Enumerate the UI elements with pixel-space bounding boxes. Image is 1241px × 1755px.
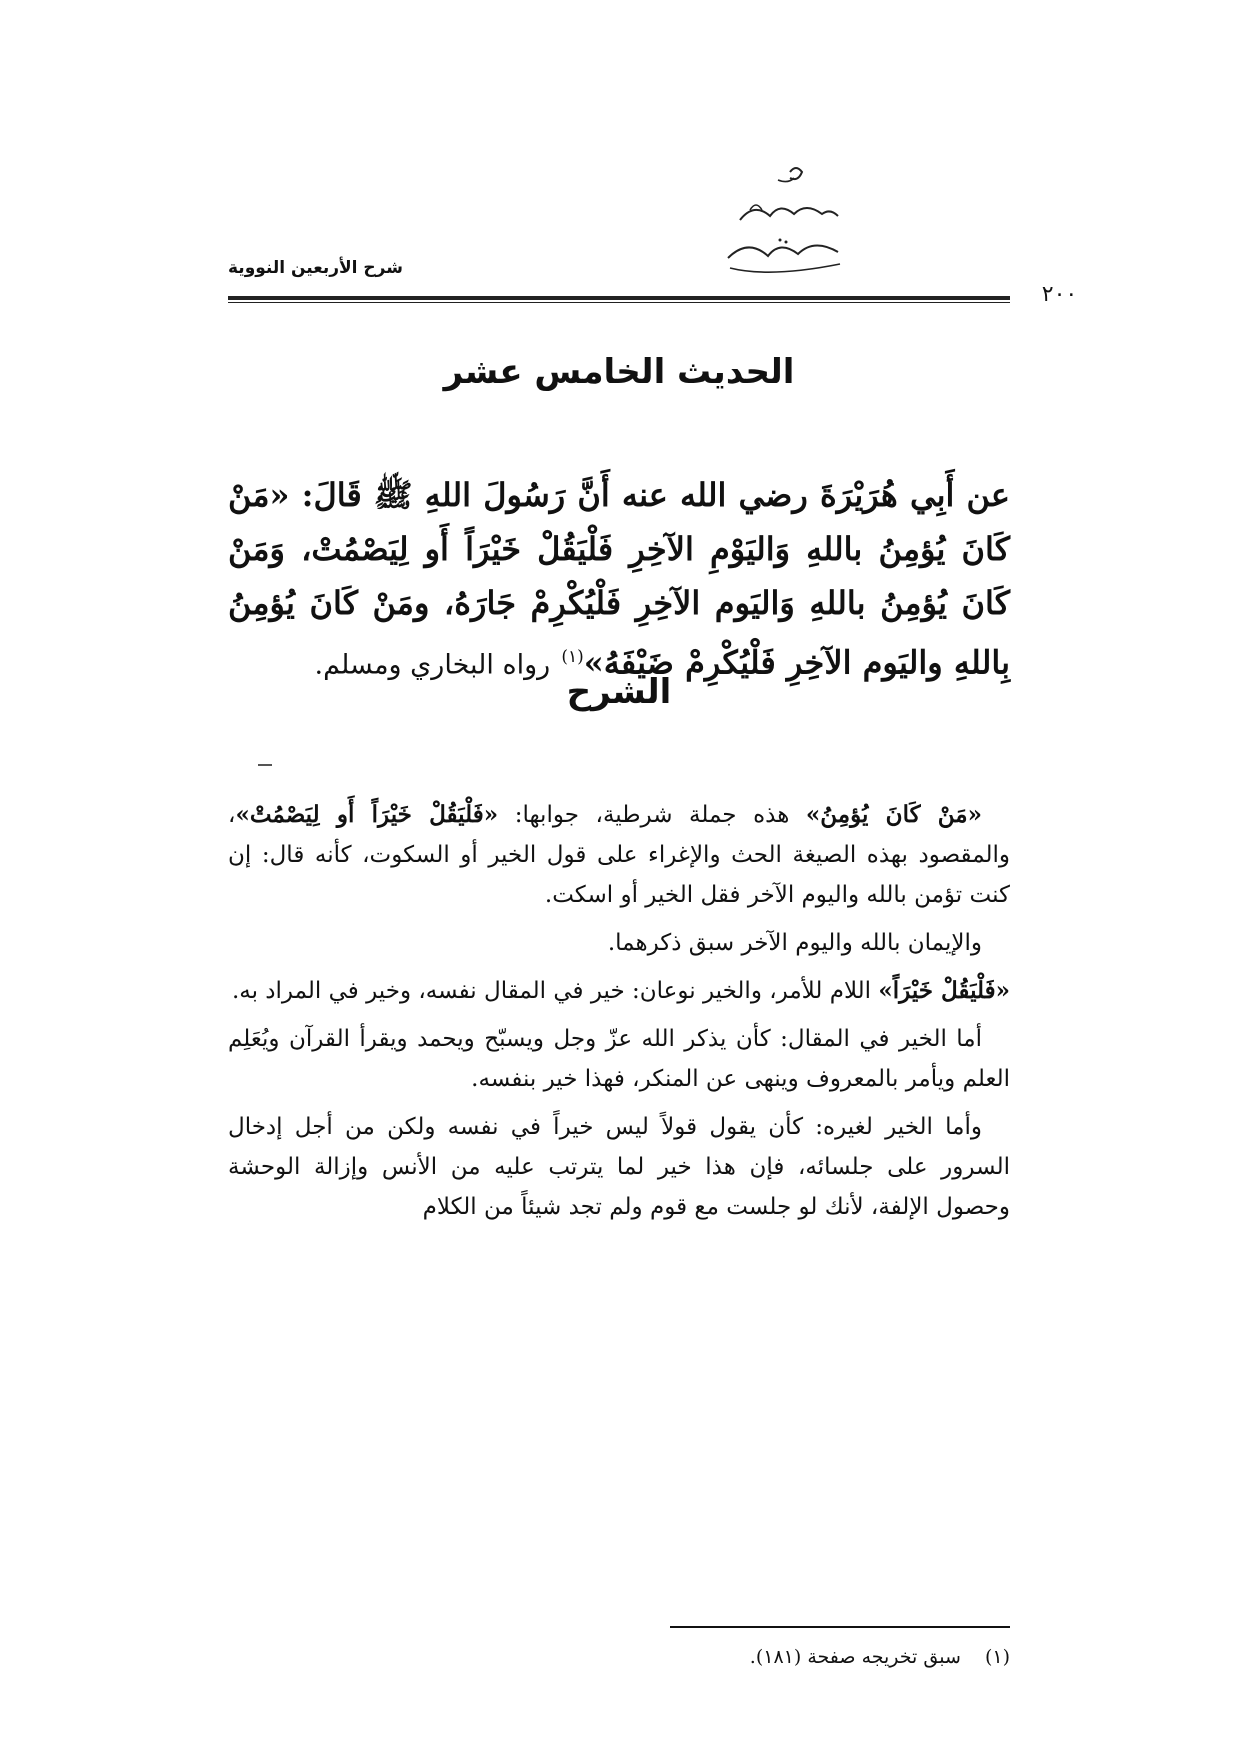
- header-rule: [228, 296, 1010, 303]
- library-seal: [720, 160, 850, 285]
- print-speck: [258, 764, 272, 766]
- footnote-marker: (١): [561, 647, 584, 667]
- page-number: ٢٠٠: [1041, 282, 1078, 307]
- commentary-title: الشرح: [566, 672, 672, 712]
- footnote-number: (١): [984, 1646, 1010, 1668]
- hadith-text-block: [228, 468, 1010, 693]
- paragraph-text: أما الخير في المقال: كأن يذكر الله عزّ وجل ويسبّح ويحمد ويقرأ القرآن ويُعَلِم العلم ويأمر بالمعروف وينهى عن المنكر، فهذا خير بنفسه.: [228, 1026, 1010, 1092]
- quote: «فَلْيَقُلْ خَيْرَاً»: [878, 977, 1010, 1004]
- quote: «مَنْ كَانَ يُؤمِنُ»: [805, 801, 982, 828]
- paragraph-text: وأما الخير لغيره: كأن يقول قولاً ليس خيراً في نفسه ولكن من أجل إدخال السرور على جلسائه، فإن هذا خير لما يترتب عليه من الأنس وإزالة الوحشة وحصول الإلفة، لأنك لو جلست مع قوم ولم تجد شيئاً من الكلام: [228, 1114, 1010, 1220]
- commentary-paragraph: [228, 1019, 1010, 1099]
- commentary-paragraph: [228, 923, 1010, 963]
- paragraph-text: هذه جملة شرطية، جوابها:: [498, 802, 790, 828]
- hadith-reference: رواه البخاري ومسلم.: [314, 649, 551, 681]
- footnote: [228, 1646, 1010, 1668]
- paragraph-text: ، والمقصود بهذه الصيغة الحث والإغراء على قول الخير أو السكوت، كأنه قال: إن كنت تؤمن بالله واليوم الآخر فقل الخير أو اسكت.: [228, 802, 1010, 908]
- commentary-paragraph: [228, 971, 1010, 1011]
- commentary-body: [228, 795, 1010, 1235]
- hadith-title: الحديث الخامس عشر: [443, 352, 795, 392]
- commentary-paragraph: [228, 1107, 1010, 1227]
- hadith-text: عن أَبِي هُرَيْرَةَ رضي الله عنه أَنَّ رَسُولَ اللهِ ﷺ قَالَ: «مَنْ كَانَ يُؤمِنُ باللهِ وَاليَوْمِ الآخِرِ فَلْيَقُلْ خَيْرَاً أَو لِيَصْمُتْ، وَمَنْ كَانَ يُؤمِنُ باللهِ وَاليَوم الآخِرِ فَلْيُكْرِمْ جَارَهُ، ومَنْ كَانَ يُؤمِنُ بِاللهِ واليَوم الآخِرِ فَلْيُكْرِمْ ضَيْفَهُ»: [228, 476, 1010, 682]
- paragraph-text: اللام للأمر، والخير نوعان: خير في المقال نفسه، وخير في المراد به.: [231, 978, 879, 1004]
- paragraph-text: والإيمان بالله واليوم الآخر سبق ذكرهما.: [607, 930, 982, 956]
- quote: «فَلْيَقُلْ خَيْرَاً أَو لِيَصْمُتْ»: [235, 801, 499, 828]
- commentary-paragraph: [228, 795, 1010, 915]
- footnote-rule: [670, 1626, 1010, 1628]
- running-title: شرح الأربعين النووية: [228, 258, 403, 278]
- footnote-text: سبق تخريجه صفحة (١٨١).: [749, 1646, 961, 1668]
